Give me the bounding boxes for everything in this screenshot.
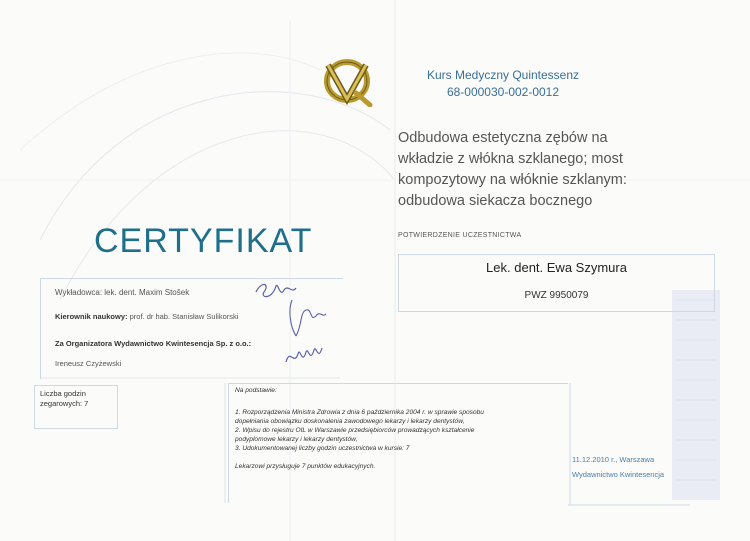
- quintessenz-logo: [318, 55, 376, 107]
- course-name: Kurs Medyczny Quintessenz: [426, 68, 580, 82]
- course-topic: [398, 128, 668, 212]
- legal-basis-heading: Na podstawie:: [235, 387, 277, 394]
- course-code: 68-000030-002-0012: [446, 85, 560, 99]
- issue-publisher: Wydawnictwo Kwintesencja: [572, 470, 665, 479]
- scientific-lead-line: [55, 312, 238, 321]
- topic-line: wkładzie z włókna szklanego; most: [398, 151, 623, 167]
- organizer-signature: [282, 340, 324, 370]
- participant-pwz: PWZ 9950079: [524, 290, 589, 301]
- topic-line: Odbudowa estetyczna zębów na: [398, 130, 608, 146]
- hours-box: [34, 385, 118, 429]
- legal-basis-item: 1. Rozporządzenia Ministra Zdrowia z dnia 6 października 2004 r. w sprawie sposobu: [235, 409, 484, 416]
- topic-line: odbudowa siekacza bocznego: [398, 193, 593, 209]
- legal-basis-item: dopełniania obowiązku doskonalenia zawodowego lekarzy i lekarzy dentystów,: [235, 418, 465, 425]
- hours-label: Liczba godzin: [40, 389, 86, 398]
- scientific-lead-label: Kierownik naukowy:: [55, 312, 128, 321]
- legal-basis-item: podyplomowe lekarzy i lekarzy dentystów,: [235, 436, 358, 443]
- legal-basis-item: 2. Wpisu do rejestru OIL w Warszawie przedsiębiorców prowadzących kształcenie: [235, 427, 475, 434]
- education-points: Lekarzowi przysługuje 7 punktów edukacyjnych.: [235, 463, 376, 470]
- lecturer-line: Wykładowca: lek. dent. Maxim Stošek: [55, 288, 190, 297]
- organizer-person: Ireneusz Czyżewski: [55, 359, 122, 368]
- certificate-title: CERTYFIKAT: [94, 222, 313, 260]
- course-header: [398, 67, 608, 101]
- issue-date-place: 11.12.2010 r., Warszawa: [572, 455, 655, 464]
- organizer-line: Za Organizatora Wydawnictwo Kwintesencja Sp. z o.o.:: [55, 339, 252, 348]
- issue-info: [572, 452, 664, 482]
- scientific-lead-signature: [282, 296, 330, 340]
- legal-basis-box: [228, 383, 568, 503]
- legal-basis-item: 3. Udokumentowanej liczby godzin uczestnictwa w kursie: 7: [235, 445, 410, 452]
- confirmation-label: POTWIERDZENIE UCZESTNICTWA: [398, 232, 522, 239]
- hours-value: zegarowych: 7: [40, 399, 89, 408]
- topic-line: kompozytowy na włóknie szklanym:: [398, 172, 627, 188]
- participant-box: [398, 254, 715, 312]
- participant-name: Lek. dent. Ewa Szymura: [486, 260, 627, 275]
- scientific-lead-value: prof. dr hab. Stanisław Sulikorski: [129, 312, 239, 321]
